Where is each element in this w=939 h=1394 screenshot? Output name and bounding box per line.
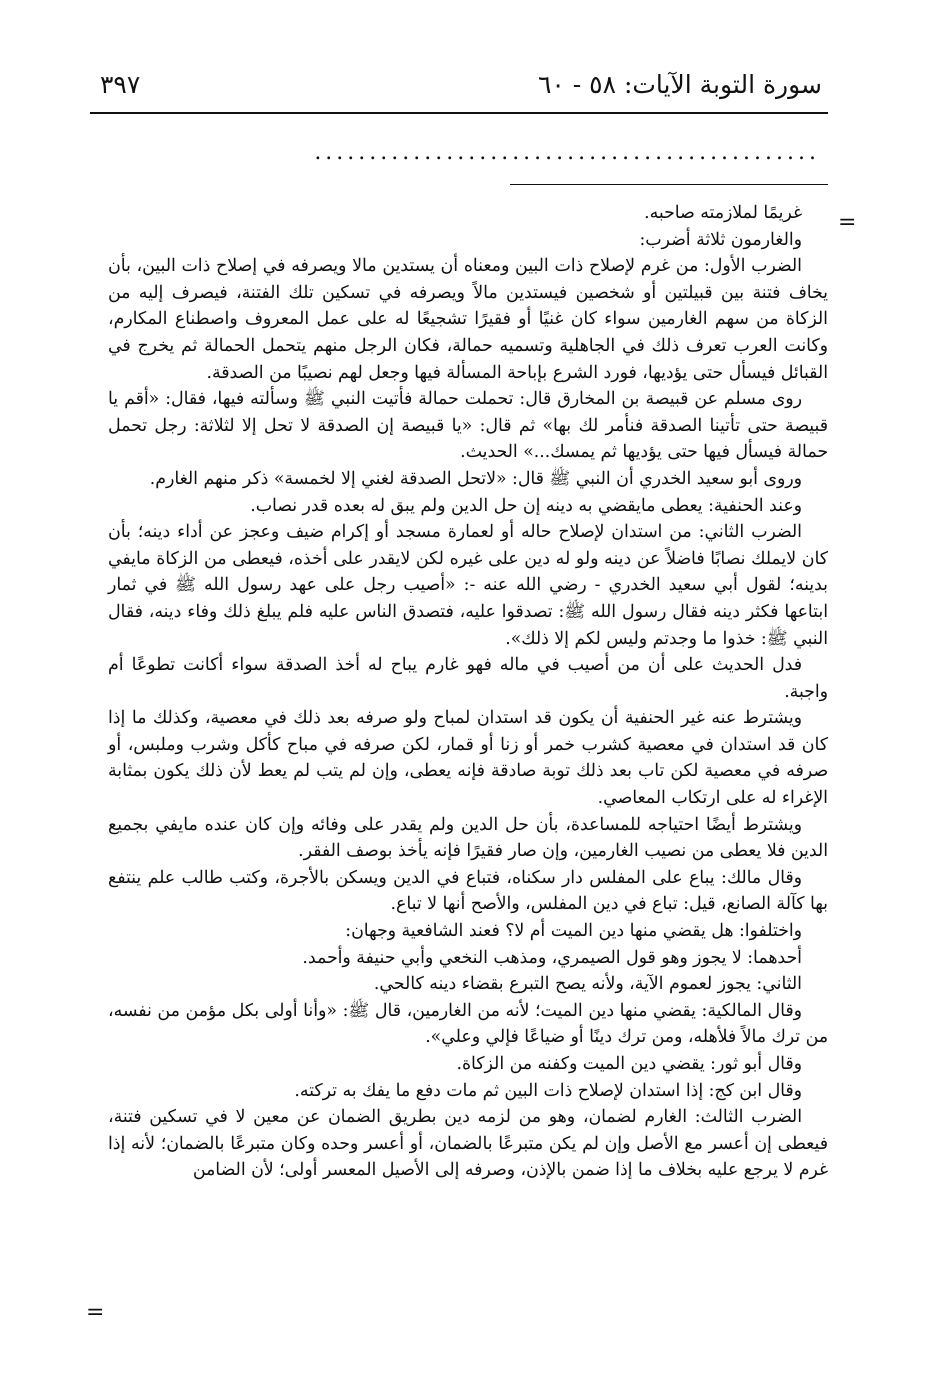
paragraph: ويشترط أيضًا احتياجه للمساعدة، بأن حل الدين ولم يقدر على وفائه وإن كان عنده مايفي بجميع الدين فلا يعطى من نصيب الغارمين، وإن صار فقيرًا فإنه يأخذ بوصف الفقر. [108,814,828,862]
paragraph: وعند الحنفية: يعطى مايقضي به دينه إن حل الدين ولم يبق له بعده قدر نصاب. [250,495,802,516]
running-header [90,64,828,114]
dotted-divider: .............................................. [314,140,820,165]
footnote-body [108,200,828,1184]
page-number: ٣٩٧ [100,70,141,99]
paragraph: الضرب الأول: من غرم لإصلاح ذات البين ومعناه أن يستدين مالا ويصرفه في إصلاح ذات البين، بأن يخاف فتنة بين قبيلتين أو شخصين فيستدين مالاً ويصرفه في تسكين تلك الفتنة، فيصرف إليه من الزكاة من سهم الغارمين سواء كان غنيًا أو فقيرًا تشجيعًا له على عمل المعروف واصطناع المكارم، وكانت العرب تعرف ذلك في الجاهلية وتسميه حمالة، فكان الرجل منهم يتحمل الحمالة ثم يخرج في القبائل فيسأل حتى يؤديها، فورد الشرع بإباحة المسألة فيها وجعل لهم نصيبًا من الصدقة. [108,256,828,383]
paragraph: الثاني: يجوز لعموم الآية، ولأنه يصح التبرع بقضاء دينه كالحي. [373,974,802,995]
paragraph: الضرب الثالث: الغارم لضمان، وهو من لزمه دين بطريق الضمان عن معين لا في تسكين فتنة، فيعطى إن أعسر مع الأصل وإن لم يكن متبرعًا بالضمان، أو أعسر وحده وكان متبرعًا بالضمان؛ لأنه إذا غرم لا يرجع عليه بخلاف ما إذا ضمن بالإذن، وصرفه إلى الأصيل المعسر أولى؛ لأن الضامن [108,1107,828,1181]
paragraph: ويشترط عنه غير الحنفية أن يكون قد استدان لمباح ولو صرفه بعد ذلك في معصية، وكذلك ما إذا كان قد استدان في معصية كشرب خمر أو زنا أو قمار، لكن صرفه في مباح كأكل وشرب وملبس، أو صرفه في معصية لكن تاب بعد ذلك توبة صادقة فإنه يعطى، وإن لم يتب لم يعط لأن ذلك يكون بمثابة الإغراء له على ارتكاب المعاصي. [108,708,828,809]
paragraph: والغارمون ثلاثة أضرب: [639,229,802,250]
paragraph: وقال ابن كج: إذا استدان لإصلاح ذات البين ثم مات دفع ما يفك به تركته. [294,1080,802,1101]
paragraph: وقال المالكية: يقضي منها دين الميت؛ لأنه من الغارمين، قال ﷺ: «وأنا أولى بكل مؤمن من نفسه، من ترك مالاً فلأهله، ومن ترك دينًا أو ضياعًا فإلي وعلي». [108,1000,828,1048]
footnote-rule [510,184,828,185]
paragraph: أحدهما: لا يجوز وهو قول الصيمري، ومذهب النخعي وأبي حنيفة وأحمد. [302,947,802,968]
paragraph: واختلفوا: هل يقضي منها دين الميت أم لا؟ فعند الشافعية وجهان: [345,921,802,942]
paragraph: فدل الحديث على أن من أصيب في ماله فهو غارم يباح له أخذ الصدقة سواء أكانت تطوعًا أم واجبة. [108,655,828,702]
continuation-mark-top: = [838,210,857,235]
paragraph: وقال مالك: يباع على المفلس دار سكناه، فتباع في الدين ويسكن بالأجرة، وكتب طالب علم ينتفع بها كآلة الصانع، قيل: تباع في دين المفلس، والأصح أنها لا تباع. [108,867,828,915]
paragraph: الضرب الثاني: من استدان لإصلاح حاله أو لعمارة مسجد أو إكرام ضيف وعجز عن أداء دينه؛ بأن كان لايملك نصابًا فاضلاً عن دينه ولو له دين على غيره لكن لايقدر على أخذه، فيعطى من الزكاة مايفي بدينه؛ لقول أبي سعيد الخدري - رضي الله عنه -: «أصيب رجل على عهد رسول الله ﷺ في ثمار ابتاعها فكثر دينه فقال رسول الله ﷺ: تصدقوا عليه، فتصدق الناس عليه فلم يبلغ ذلك وفاء دينه، فقال النبي ﷺ: خذوا ما وجدتم وليس لكم إلا ذلك». [108,522,828,649]
continuation-mark-bottom: = [86,1300,105,1325]
paragraph: غريمًا لملازمته صاحبه. [644,203,802,223]
paragraph: وقال أبو ثور: يقضي دين الميت وكفنه من الزكاة. [456,1054,802,1074]
header-title: سورة التوبة الآيات: ٥٨ - ٦٠ [537,70,822,99]
header-rule [90,112,828,114]
paragraph: روى مسلم عن قبيصة بن المخارق قال: تحملت حمالة فأتيت النبي ﷺ وسألته فيها، فقال: «أقم يا قبيصة حتى تأتينا الصدقة فنأمر لك بها» ثم قال: «يا قبيصة إن الصدقة لا تحل إلا لثلاثة: رجل تحمل حمالة فيسأل فيها حتى يؤديها ثم يمسك...» الحديث. [108,389,828,463]
paragraph: وروى أبو سعيد الخدري أن النبي ﷺ قال: «لاتحل الصدقة لغني إلا لخمسة» ذكر منهم الغارم. [149,468,802,489]
